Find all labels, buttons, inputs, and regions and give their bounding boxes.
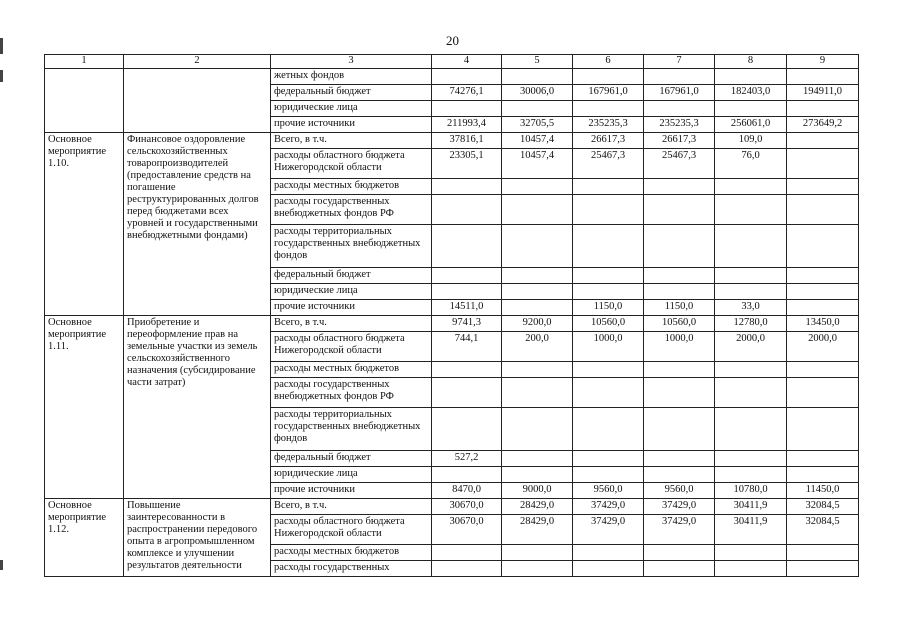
amount-cell: [644, 101, 715, 117]
amount-cell: [787, 362, 859, 378]
amount-cell: 28429,0: [502, 499, 573, 515]
amount-cell: [573, 561, 644, 577]
amount-cell: [573, 451, 644, 467]
funding-source: жетных фондов: [271, 69, 432, 85]
amount-cell: [502, 268, 573, 284]
amount-cell: 9560,0: [573, 483, 644, 499]
amount-cell: 26617,3: [573, 133, 644, 149]
amount-cell: 235235,3: [573, 117, 644, 133]
funding-table: [44, 54, 859, 577]
column-header: 5: [502, 55, 573, 69]
amount-cell: [432, 225, 502, 268]
amount-cell: [644, 561, 715, 577]
amount-cell: [787, 378, 859, 408]
description-cell: [124, 69, 271, 133]
amount-cell: [644, 225, 715, 268]
funding-source: расходы территориальных государственных внебюджетных фондов: [271, 408, 432, 451]
amount-cell: [787, 149, 859, 179]
amount-cell: [644, 179, 715, 195]
amount-cell: [644, 362, 715, 378]
amount-cell: 33,0: [715, 300, 787, 316]
amount-cell: [715, 378, 787, 408]
amount-cell: 235235,3: [644, 117, 715, 133]
amount-cell: 12780,0: [715, 316, 787, 332]
amount-cell: [432, 179, 502, 195]
amount-cell: 37429,0: [644, 515, 715, 545]
event-cell: Основное мероприятие 1.12.: [45, 499, 124, 577]
amount-cell: [644, 467, 715, 483]
amount-cell: [715, 101, 787, 117]
amount-cell: 744,1: [432, 332, 502, 362]
amount-cell: [787, 408, 859, 451]
amount-cell: 9200,0: [502, 316, 573, 332]
amount-cell: [502, 545, 573, 561]
amount-cell: [573, 378, 644, 408]
funding-source: расходы государственных: [271, 561, 432, 577]
amount-cell: 109,0: [715, 133, 787, 149]
table-row: [45, 133, 859, 149]
amount-cell: [644, 545, 715, 561]
amount-cell: 37429,0: [644, 499, 715, 515]
amount-cell: 9000,0: [502, 483, 573, 499]
funding-source: прочие источники: [271, 483, 432, 499]
funding-source: федеральный бюджет: [271, 268, 432, 284]
amount-cell: [573, 408, 644, 451]
amount-cell: 14511,0: [432, 300, 502, 316]
amount-cell: [573, 101, 644, 117]
amount-cell: [432, 195, 502, 225]
amount-cell: [644, 195, 715, 225]
funding-source: юридические лица: [271, 284, 432, 300]
amount-cell: [502, 467, 573, 483]
amount-cell: 32084,5: [787, 515, 859, 545]
amount-cell: [432, 545, 502, 561]
funding-source: юридические лица: [271, 101, 432, 117]
amount-cell: [715, 451, 787, 467]
amount-cell: [502, 225, 573, 268]
amount-cell: 32084,5: [787, 499, 859, 515]
amount-cell: 2000,0: [715, 332, 787, 362]
event-cell: Основное мероприятие 1.10.: [45, 133, 124, 316]
amount-cell: [715, 268, 787, 284]
amount-cell: [573, 362, 644, 378]
amount-cell: [787, 284, 859, 300]
amount-cell: 273649,2: [787, 117, 859, 133]
column-header: 2: [124, 55, 271, 69]
amount-cell: [432, 561, 502, 577]
amount-cell: [715, 179, 787, 195]
amount-cell: [573, 467, 644, 483]
amount-cell: 10457,4: [502, 149, 573, 179]
column-header: 3: [271, 55, 432, 69]
amount-cell: [502, 451, 573, 467]
amount-cell: 10780,0: [715, 483, 787, 499]
amount-cell: 1000,0: [573, 332, 644, 362]
amount-cell: [644, 69, 715, 85]
funding-source: Всего, в т.ч.: [271, 133, 432, 149]
funding-source: расходы территориальных государственных внебюджетных фондов: [271, 225, 432, 268]
amount-cell: 10457,4: [502, 133, 573, 149]
amount-cell: [502, 561, 573, 577]
amount-cell: [573, 284, 644, 300]
amount-cell: 30411,9: [715, 515, 787, 545]
scan-edge-mark: [0, 560, 3, 570]
amount-cell: [432, 408, 502, 451]
amount-cell: 200,0: [502, 332, 573, 362]
amount-cell: [432, 284, 502, 300]
amount-cell: [502, 195, 573, 225]
amount-cell: 211993,4: [432, 117, 502, 133]
funding-source: федеральный бюджет: [271, 85, 432, 101]
amount-cell: 256061,0: [715, 117, 787, 133]
amount-cell: [432, 69, 502, 85]
amount-cell: 28429,0: [502, 515, 573, 545]
amount-cell: 30411,9: [715, 499, 787, 515]
funding-source: Всего, в т.ч.: [271, 316, 432, 332]
amount-cell: 30670,0: [432, 515, 502, 545]
amount-cell: [502, 101, 573, 117]
amount-cell: 10560,0: [573, 316, 644, 332]
amount-cell: 30006,0: [502, 85, 573, 101]
amount-cell: 74276,1: [432, 85, 502, 101]
amount-cell: [787, 545, 859, 561]
amount-cell: [502, 284, 573, 300]
amount-cell: [715, 561, 787, 577]
amount-cell: [432, 362, 502, 378]
amount-cell: [573, 225, 644, 268]
funding-source: Всего, в т.ч.: [271, 499, 432, 515]
amount-cell: [787, 69, 859, 85]
amount-cell: [502, 300, 573, 316]
amount-cell: 26617,3: [644, 133, 715, 149]
amount-cell: 37816,1: [432, 133, 502, 149]
amount-cell: [644, 451, 715, 467]
amount-cell: [787, 101, 859, 117]
amount-cell: [502, 362, 573, 378]
amount-cell: 9741,3: [432, 316, 502, 332]
funding-source: расходы местных бюджетов: [271, 179, 432, 195]
amount-cell: [502, 408, 573, 451]
funding-source: прочие источники: [271, 300, 432, 316]
amount-cell: 13450,0: [787, 316, 859, 332]
amount-cell: [644, 378, 715, 408]
amount-cell: 2000,0: [787, 332, 859, 362]
amount-cell: [573, 545, 644, 561]
amount-cell: 9560,0: [644, 483, 715, 499]
amount-cell: 37429,0: [573, 515, 644, 545]
amount-cell: [644, 284, 715, 300]
amount-cell: 182403,0: [715, 85, 787, 101]
funding-source: федеральный бюджет: [271, 451, 432, 467]
funding-source: юридические лица: [271, 467, 432, 483]
amount-cell: 167961,0: [573, 85, 644, 101]
amount-cell: [573, 195, 644, 225]
amount-cell: [502, 69, 573, 85]
amount-cell: [502, 179, 573, 195]
amount-cell: [787, 268, 859, 284]
amount-cell: 76,0: [715, 149, 787, 179]
amount-cell: 11450,0: [787, 483, 859, 499]
amount-cell: 1150,0: [573, 300, 644, 316]
amount-cell: 527,2: [432, 451, 502, 467]
column-header: 8: [715, 55, 787, 69]
amount-cell: 30670,0: [432, 499, 502, 515]
column-header: 7: [644, 55, 715, 69]
funding-source: расходы местных бюджетов: [271, 362, 432, 378]
amount-cell: [715, 467, 787, 483]
table-row: [45, 69, 859, 85]
event-cell: [45, 69, 124, 133]
amount-cell: [432, 467, 502, 483]
funding-source: расходы областного бюджета Нижегородской области: [271, 332, 432, 362]
description-cell: Повышение заинтересованности в распространении передового опыта в агропромышленном комплексе и улучшении результатов деятельности: [124, 499, 271, 577]
column-header: 1: [45, 55, 124, 69]
amount-cell: [573, 268, 644, 284]
amount-cell: [715, 545, 787, 561]
amount-cell: [432, 378, 502, 408]
scan-edge-mark: [0, 70, 3, 82]
funding-source: расходы местных бюджетов: [271, 545, 432, 561]
amount-cell: [573, 69, 644, 85]
amount-cell: [787, 451, 859, 467]
description-cell: Финансовое оздоровление сельскохозяйственных товаропроизводителей (предоставление средств на погашение реструктурированных долгов перед бюджетами всех уровней и государственными внебюджетными фондами): [124, 133, 271, 316]
amount-cell: [787, 133, 859, 149]
funding-source: расходы областного бюджета Нижегородской области: [271, 515, 432, 545]
amount-cell: [787, 300, 859, 316]
amount-cell: 10560,0: [644, 316, 715, 332]
amount-cell: [787, 561, 859, 577]
amount-cell: 194911,0: [787, 85, 859, 101]
column-header: 4: [432, 55, 502, 69]
amount-cell: [573, 179, 644, 195]
table-row: [45, 316, 859, 332]
amount-cell: [715, 284, 787, 300]
event-cell: Основное мероприятие 1.11.: [45, 316, 124, 499]
amount-cell: 8470,0: [432, 483, 502, 499]
amount-cell: 25467,3: [573, 149, 644, 179]
amount-cell: [787, 225, 859, 268]
amount-cell: [715, 362, 787, 378]
table-header: [45, 55, 859, 69]
description-cell: Приобретение и переоформление прав на земельные участки из земель сельскохозяйственного назначения (субсидирование части затрат): [124, 316, 271, 499]
amount-cell: 37429,0: [573, 499, 644, 515]
amount-cell: [432, 101, 502, 117]
amount-cell: 167961,0: [644, 85, 715, 101]
amount-cell: [644, 408, 715, 451]
amount-cell: [715, 408, 787, 451]
amount-cell: [502, 378, 573, 408]
page-number: 20: [446, 33, 459, 48]
amount-cell: 1000,0: [644, 332, 715, 362]
amount-cell: [432, 268, 502, 284]
amount-cell: [787, 195, 859, 225]
column-header: 9: [787, 55, 859, 69]
table-row: [45, 499, 859, 515]
column-header: 6: [573, 55, 644, 69]
amount-cell: [715, 195, 787, 225]
amount-cell: [715, 69, 787, 85]
funding-source: расходы государственных внебюджетных фондов РФ: [271, 378, 432, 408]
amount-cell: [715, 225, 787, 268]
amount-cell: 25467,3: [644, 149, 715, 179]
amount-cell: 23305,1: [432, 149, 502, 179]
funding-source: расходы государственных внебюджетных фондов РФ: [271, 195, 432, 225]
amount-cell: [644, 268, 715, 284]
amount-cell: [787, 179, 859, 195]
amount-cell: [787, 467, 859, 483]
funding-source: расходы областного бюджета Нижегородской области: [271, 149, 432, 179]
amount-cell: 32705,5: [502, 117, 573, 133]
funding-source: прочие источники: [271, 117, 432, 133]
amount-cell: 1150,0: [644, 300, 715, 316]
